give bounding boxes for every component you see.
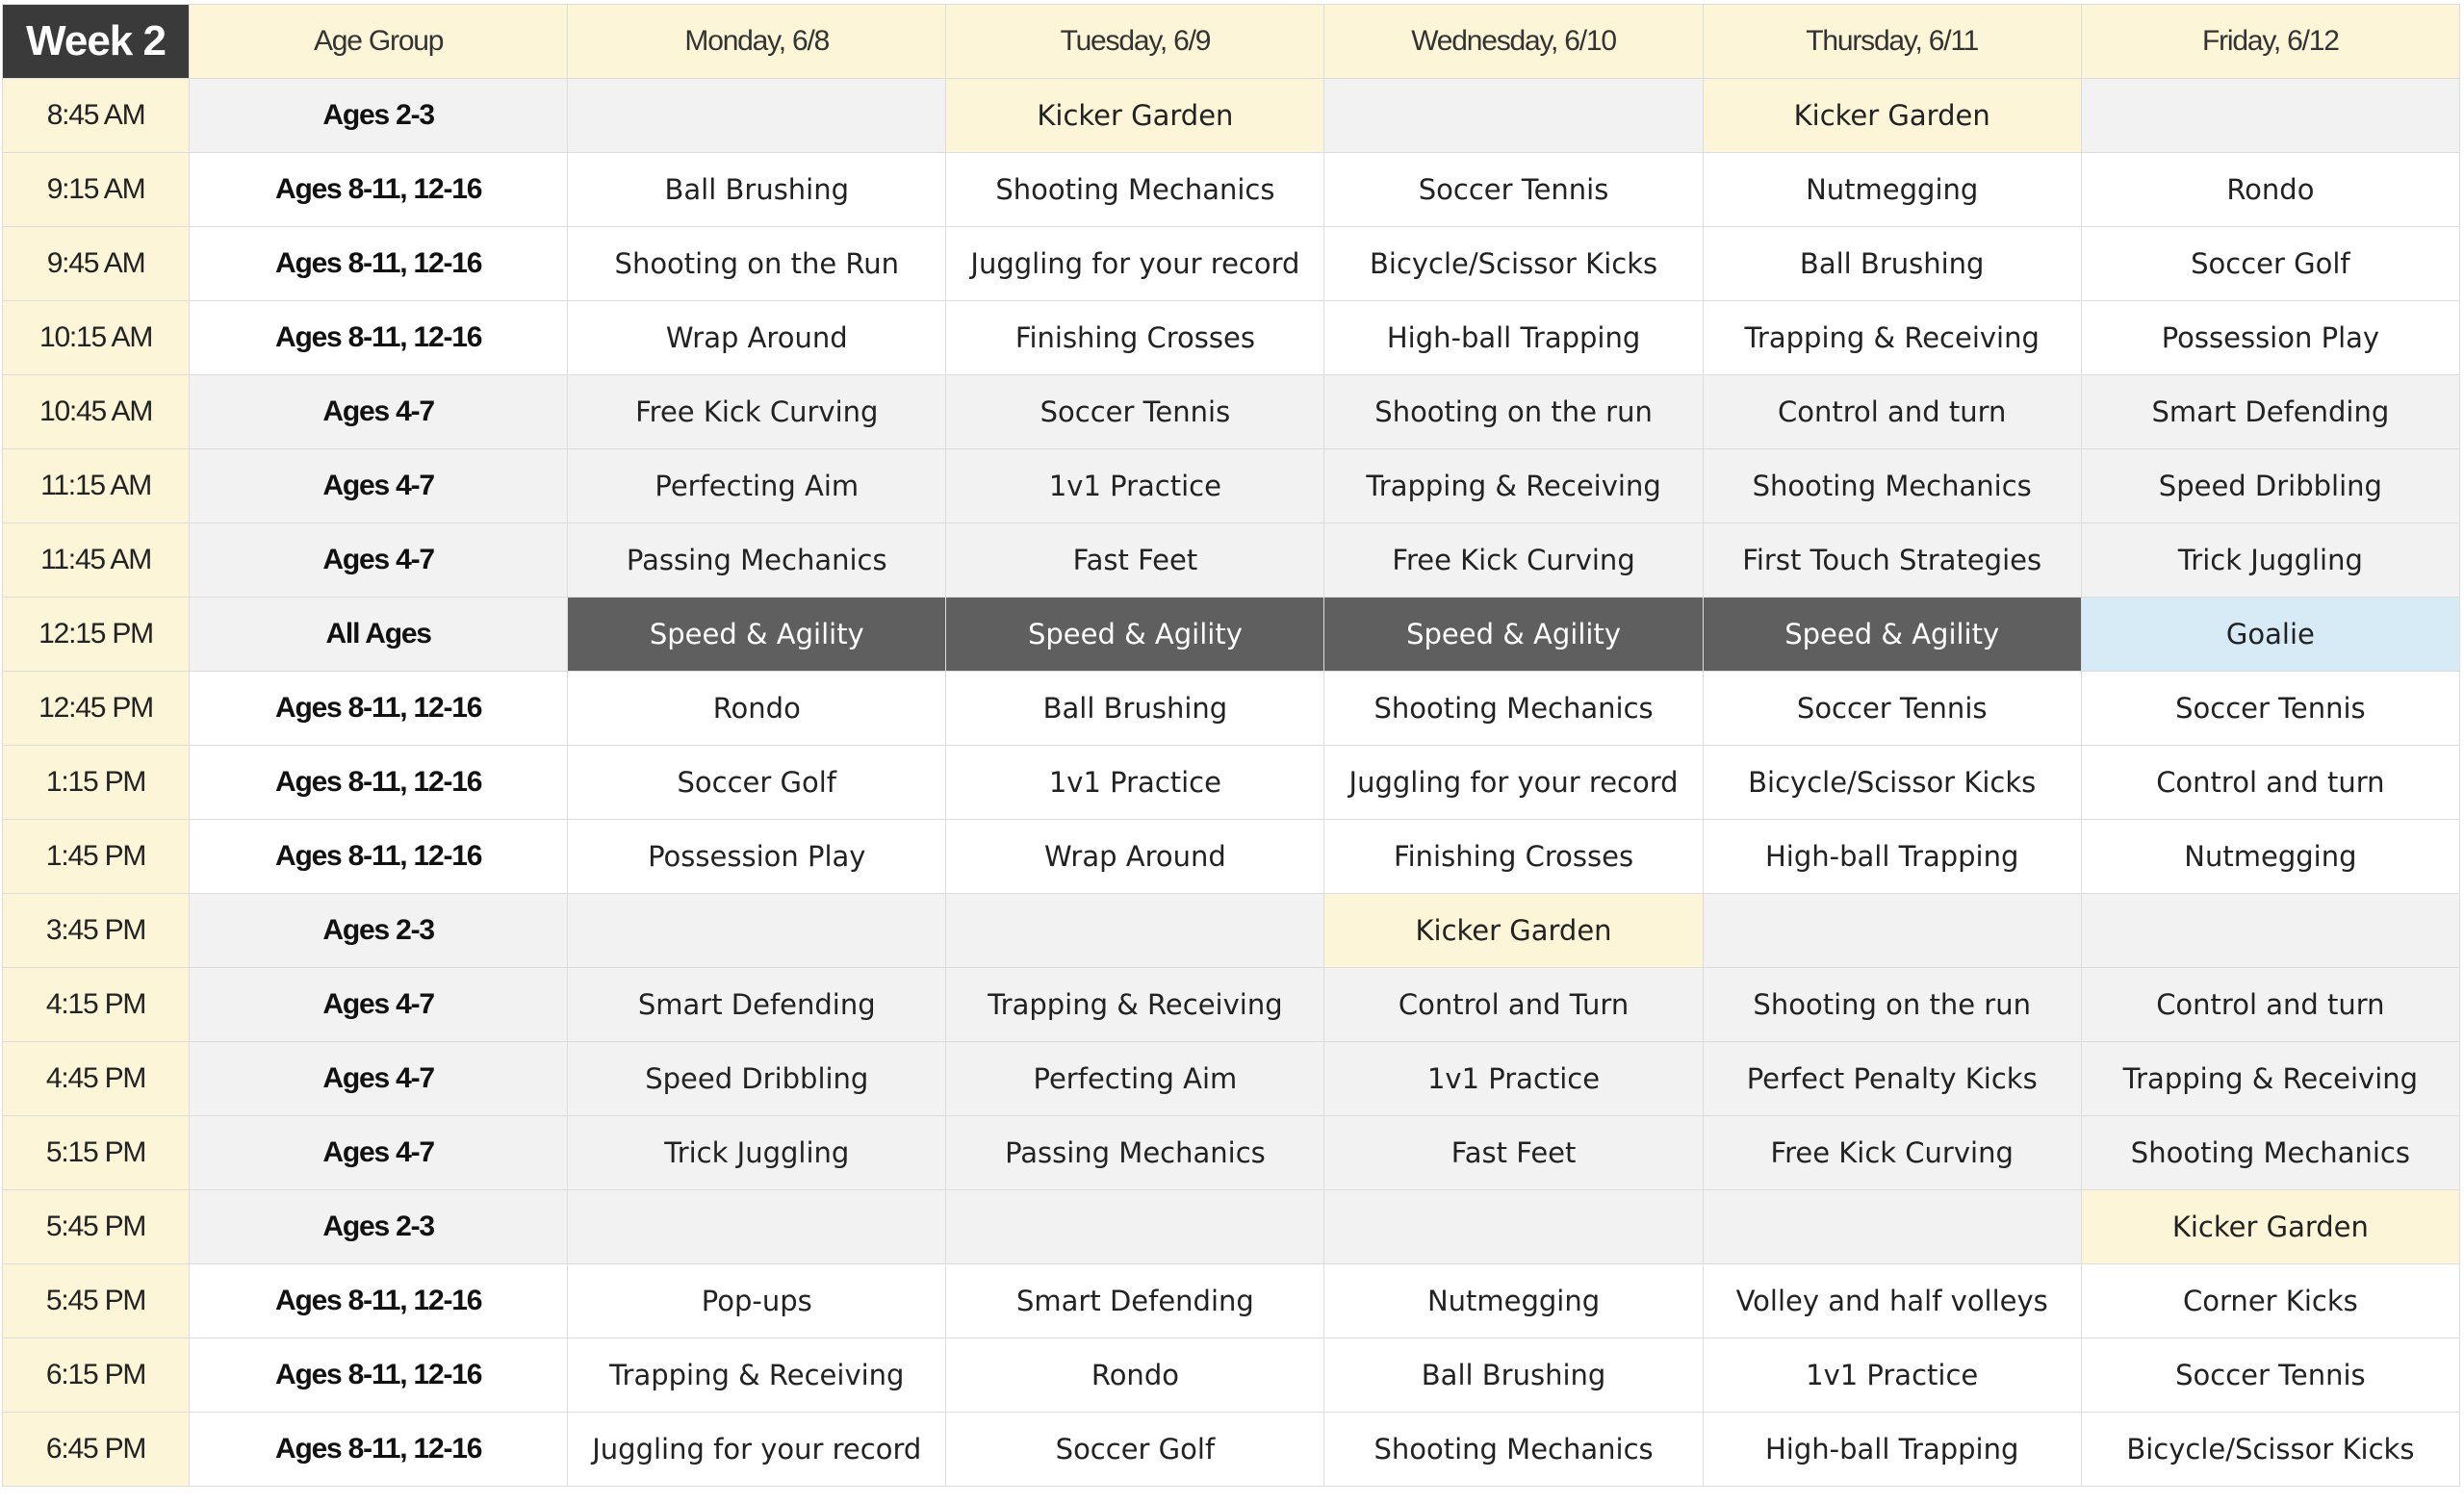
activity-cell-tuesday: Speed & Agility — [946, 598, 1324, 672]
activity-cell-wednesday: Kicker Garden — [1324, 894, 1703, 968]
schedule-container — [2, 4, 2460, 1501]
activity-cell-thursday: Volley and half volleys — [1703, 1264, 2081, 1338]
time-slot: 5:45 PM — [3, 1190, 190, 1264]
activity-cell-monday: Speed & Agility — [568, 598, 946, 672]
activity-cell-wednesday: Soccer Tennis — [1324, 153, 1703, 227]
activity-cell-friday: Soccer Tennis — [2081, 672, 2459, 746]
activity-cell-monday: Free Kick Curving — [568, 375, 946, 449]
activity-cell-friday: Soccer Tennis — [2081, 1338, 2459, 1413]
activity-cell-friday: Speed Dribbling — [2081, 449, 2459, 523]
activity-cell-friday: Control and turn — [2081, 746, 2459, 820]
age-group-cell: Ages 8-11, 12-16 — [190, 153, 568, 227]
activity-cell-thursday: High-ball Trapping — [1703, 820, 2081, 894]
age-group-cell: Ages 4-7 — [190, 523, 568, 598]
activity-cell-tuesday: Smart Defending — [946, 1264, 1324, 1338]
age-group-cell: Ages 8-11, 12-16 — [190, 227, 568, 301]
activity-cell-tuesday — [946, 894, 1324, 968]
age-group-cell: Ages 4-7 — [190, 449, 568, 523]
week-schedule-table — [2, 4, 2460, 1487]
age-group-cell: Ages 4-7 — [190, 375, 568, 449]
activity-cell-friday: Goalie — [2081, 598, 2459, 672]
table-row — [3, 1042, 2460, 1116]
activity-cell-wednesday — [1324, 1190, 1703, 1264]
activity-cell-tuesday: Soccer Tennis — [946, 375, 1324, 449]
table-row — [3, 1190, 2460, 1264]
age-group-cell: Ages 8-11, 12-16 — [190, 1264, 568, 1338]
table-row — [3, 894, 2460, 968]
activity-cell-monday: Smart Defending — [568, 968, 946, 1042]
activity-cell-wednesday: Shooting on the run — [1324, 375, 1703, 449]
table-row — [3, 301, 2460, 375]
time-slot: 4:15 PM — [3, 968, 190, 1042]
activity-cell-tuesday: Juggling for your record — [946, 227, 1324, 301]
schedule-header — [3, 5, 2460, 79]
table-row — [3, 79, 2460, 153]
activity-cell-tuesday: Passing Mechanics — [946, 1116, 1324, 1190]
table-row — [3, 968, 2460, 1042]
activity-cell-thursday — [1703, 894, 2081, 968]
activity-cell-tuesday: Shooting Mechanics — [946, 153, 1324, 227]
activity-cell-monday: Shooting on the Run — [568, 227, 946, 301]
activity-cell-friday: Corner Kicks — [2081, 1264, 2459, 1338]
age-group-cell: Ages 4-7 — [190, 1042, 568, 1116]
table-row — [3, 449, 2460, 523]
activity-cell-thursday: 1v1 Practice — [1703, 1338, 2081, 1413]
activity-cell-friday: Kicker Garden — [2081, 1190, 2459, 1264]
activity-cell-tuesday: Rondo — [946, 1338, 1324, 1413]
activity-cell-monday: Wrap Around — [568, 301, 946, 375]
activity-cell-monday: Ball Brushing — [568, 153, 946, 227]
activity-cell-monday: Juggling for your record — [568, 1413, 946, 1487]
activity-cell-friday: Trick Juggling — [2081, 523, 2459, 598]
activity-cell-monday: Speed Dribbling — [568, 1042, 946, 1116]
age-group-cell: All Ages — [190, 598, 568, 672]
activity-cell-thursday: Shooting Mechanics — [1703, 449, 2081, 523]
activity-cell-tuesday: Trapping & Receiving — [946, 968, 1324, 1042]
activity-cell-thursday: Shooting on the run — [1703, 968, 2081, 1042]
table-row — [3, 523, 2460, 598]
activity-cell-wednesday: Trapping & Receiving — [1324, 449, 1703, 523]
activity-cell-wednesday: Speed & Agility — [1324, 598, 1703, 672]
activity-cell-wednesday: Nutmegging — [1324, 1264, 1703, 1338]
activity-cell-tuesday: Kicker Garden — [946, 79, 1324, 153]
activity-cell-friday: Smart Defending — [2081, 375, 2459, 449]
time-slot: 10:15 AM — [3, 301, 190, 375]
activity-cell-tuesday: 1v1 Practice — [946, 746, 1324, 820]
activity-cell-wednesday: Control and Turn — [1324, 968, 1703, 1042]
time-slot: 11:15 AM — [3, 449, 190, 523]
activity-cell-tuesday: Wrap Around — [946, 820, 1324, 894]
activity-cell-thursday: First Touch Strategies — [1703, 523, 2081, 598]
activity-cell-monday — [568, 79, 946, 153]
activity-cell-wednesday: Ball Brushing — [1324, 1338, 1703, 1413]
activity-cell-monday: Possession Play — [568, 820, 946, 894]
day-header-thursday: Thursday, 6/11 — [1703, 5, 2081, 79]
time-slot: 5:15 PM — [3, 1116, 190, 1190]
activity-cell-friday: Possession Play — [2081, 301, 2459, 375]
activity-cell-monday — [568, 894, 946, 968]
table-row — [3, 1338, 2460, 1413]
time-slot: 1:45 PM — [3, 820, 190, 894]
age-group-cell: Ages 4-7 — [190, 1116, 568, 1190]
activity-cell-monday: Pop-ups — [568, 1264, 946, 1338]
age-group-header: Age Group — [190, 5, 568, 79]
table-row — [3, 1264, 2460, 1338]
table-row — [3, 153, 2460, 227]
table-row — [3, 598, 2460, 672]
activity-cell-tuesday: Perfecting Aim — [946, 1042, 1324, 1116]
activity-cell-monday: Soccer Golf — [568, 746, 946, 820]
activity-cell-thursday: Ball Brushing — [1703, 227, 2081, 301]
activity-cell-thursday: Kicker Garden — [1703, 79, 2081, 153]
activity-cell-thursday: Trapping & Receiving — [1703, 301, 2081, 375]
activity-cell-wednesday: Free Kick Curving — [1324, 523, 1703, 598]
activity-cell-thursday: Bicycle/Scissor Kicks — [1703, 746, 2081, 820]
activity-cell-thursday: Free Kick Curving — [1703, 1116, 2081, 1190]
age-group-cell: Ages 8-11, 12-16 — [190, 1413, 568, 1487]
age-group-cell: Ages 8-11, 12-16 — [190, 820, 568, 894]
activity-cell-wednesday: Juggling for your record — [1324, 746, 1703, 820]
activity-cell-monday: Trick Juggling — [568, 1116, 946, 1190]
age-group-cell: Ages 2-3 — [190, 894, 568, 968]
activity-cell-friday — [2081, 894, 2459, 968]
time-slot: 4:45 PM — [3, 1042, 190, 1116]
activity-cell-friday: Shooting Mechanics — [2081, 1116, 2459, 1190]
activity-cell-thursday: High-ball Trapping — [1703, 1413, 2081, 1487]
table-row — [3, 746, 2460, 820]
time-slot: 3:45 PM — [3, 894, 190, 968]
activity-cell-tuesday: 1v1 Practice — [946, 449, 1324, 523]
time-slot: 8:45 AM — [3, 79, 190, 153]
age-group-cell: Ages 4-7 — [190, 968, 568, 1042]
activity-cell-friday: Rondo — [2081, 153, 2459, 227]
time-slot: 10:45 AM — [3, 375, 190, 449]
activity-cell-wednesday: Shooting Mechanics — [1324, 672, 1703, 746]
activity-cell-wednesday: 1v1 Practice — [1324, 1042, 1703, 1116]
day-header-tuesday: Tuesday, 6/9 — [946, 5, 1324, 79]
header-row — [3, 5, 2460, 79]
age-group-cell: Ages 8-11, 12-16 — [190, 672, 568, 746]
table-row — [3, 1413, 2460, 1487]
age-group-cell: Ages 8-11, 12-16 — [190, 746, 568, 820]
age-group-cell: Ages 2-3 — [190, 79, 568, 153]
table-row — [3, 227, 2460, 301]
activity-cell-thursday: Perfect Penalty Kicks — [1703, 1042, 2081, 1116]
activity-cell-wednesday: Shooting Mechanics — [1324, 1413, 1703, 1487]
activity-cell-tuesday — [946, 1190, 1324, 1264]
activity-cell-tuesday: Fast Feet — [946, 523, 1324, 598]
time-slot: 12:45 PM — [3, 672, 190, 746]
time-slot: 6:15 PM — [3, 1338, 190, 1413]
time-slot: 6:45 PM — [3, 1413, 190, 1487]
activity-cell-wednesday: High-ball Trapping — [1324, 301, 1703, 375]
activity-cell-friday: Control and turn — [2081, 968, 2459, 1042]
day-header-wednesday: Wednesday, 6/10 — [1324, 5, 1703, 79]
activity-cell-friday: Trapping & Receiving — [2081, 1042, 2459, 1116]
time-slot: 9:15 AM — [3, 153, 190, 227]
activity-cell-monday: Trapping & Receiving — [568, 1338, 946, 1413]
activity-cell-thursday: Soccer Tennis — [1703, 672, 2081, 746]
week-label: Week 2 — [3, 5, 190, 79]
time-slot: 11:45 AM — [3, 523, 190, 598]
activity-cell-friday: Bicycle/Scissor Kicks — [2081, 1413, 2459, 1487]
activity-cell-friday: Soccer Golf — [2081, 227, 2459, 301]
age-group-cell: Ages 2-3 — [190, 1190, 568, 1264]
activity-cell-thursday: Speed & Agility — [1703, 598, 2081, 672]
activity-cell-monday — [568, 1190, 946, 1264]
activity-cell-tuesday: Ball Brushing — [946, 672, 1324, 746]
activity-cell-thursday: Control and turn — [1703, 375, 2081, 449]
activity-cell-monday: Passing Mechanics — [568, 523, 946, 598]
activity-cell-monday: Perfecting Aim — [568, 449, 946, 523]
activity-cell-wednesday: Finishing Crosses — [1324, 820, 1703, 894]
activity-cell-tuesday: Soccer Golf — [946, 1413, 1324, 1487]
activity-cell-friday: Nutmegging — [2081, 820, 2459, 894]
table-row — [3, 1116, 2460, 1190]
time-slot: 12:15 PM — [3, 598, 190, 672]
activity-cell-wednesday: Bicycle/Scissor Kicks — [1324, 227, 1703, 301]
time-slot: 1:15 PM — [3, 746, 190, 820]
activity-cell-friday — [2081, 79, 2459, 153]
day-header-friday: Friday, 6/12 — [2081, 5, 2459, 79]
age-group-cell: Ages 8-11, 12-16 — [190, 301, 568, 375]
time-slot: 5:45 PM — [3, 1264, 190, 1338]
time-slot: 9:45 AM — [3, 227, 190, 301]
activity-cell-monday: Rondo — [568, 672, 946, 746]
table-row — [3, 820, 2460, 894]
day-header-monday: Monday, 6/8 — [568, 5, 946, 79]
table-row — [3, 672, 2460, 746]
activity-cell-tuesday: Finishing Crosses — [946, 301, 1324, 375]
table-row — [3, 375, 2460, 449]
activity-cell-wednesday: Fast Feet — [1324, 1116, 1703, 1190]
activity-cell-thursday: Nutmegging — [1703, 153, 2081, 227]
schedule-body — [3, 79, 2460, 1487]
age-group-cell: Ages 8-11, 12-16 — [190, 1338, 568, 1413]
activity-cell-thursday — [1703, 1190, 2081, 1264]
activity-cell-wednesday — [1324, 79, 1703, 153]
